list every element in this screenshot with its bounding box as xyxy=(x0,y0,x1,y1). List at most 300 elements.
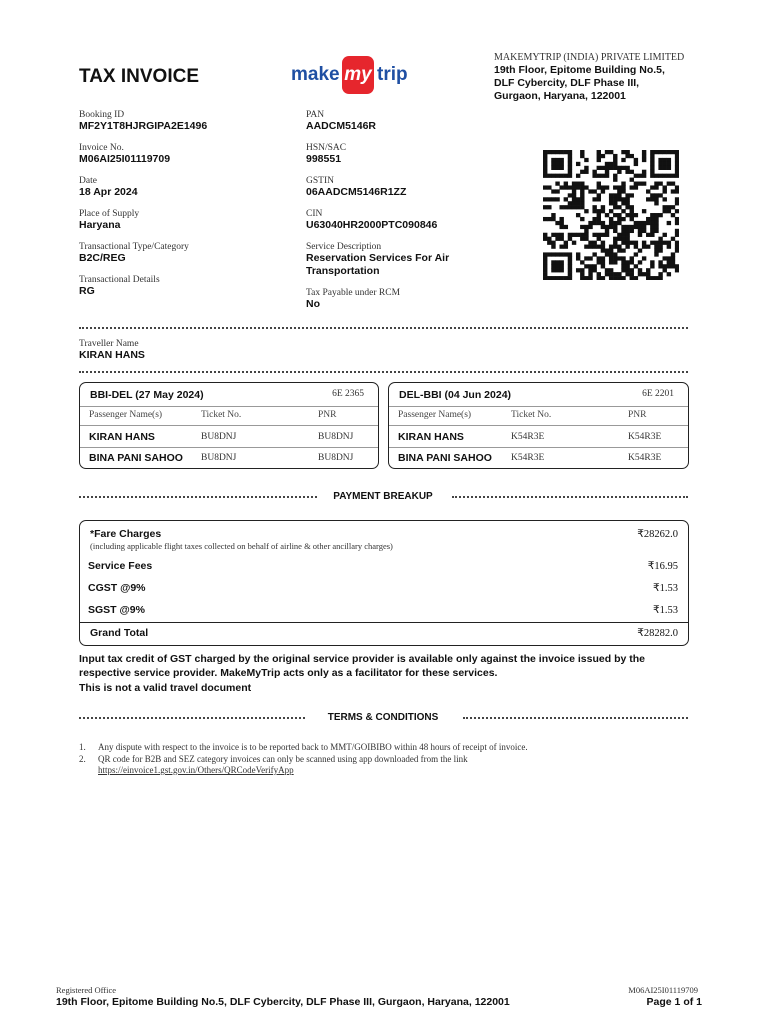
qr-module xyxy=(663,162,667,166)
qr-module xyxy=(551,166,555,170)
qr-module xyxy=(580,237,584,241)
qr-module xyxy=(634,174,638,178)
qr-module xyxy=(572,185,576,189)
list-item: 1. Any dispute with respect to the invoice is to be reported back to MMT/GOIBIBO within 48 hours of receipt of invoice. xyxy=(79,742,528,752)
qr-module xyxy=(576,252,580,256)
qr-module xyxy=(559,233,563,237)
qr-module xyxy=(658,193,662,197)
qr-module xyxy=(592,209,596,213)
qr-module xyxy=(658,248,662,252)
qr-module xyxy=(675,221,679,225)
qr-module xyxy=(654,241,658,245)
qr-module xyxy=(547,197,551,201)
qr-module xyxy=(568,205,572,209)
qr-module xyxy=(625,268,629,272)
qr-module xyxy=(646,197,650,201)
qr-module xyxy=(613,178,617,182)
qr-module xyxy=(580,205,584,209)
qr-module xyxy=(551,189,555,193)
sgst-value: ₹1.53 xyxy=(652,605,678,616)
service-fees-label: Service Fees xyxy=(88,560,153,572)
qr-module xyxy=(634,276,638,280)
qr-module xyxy=(658,162,662,166)
qr-module xyxy=(609,221,613,225)
qr-module xyxy=(592,197,596,201)
qr-module xyxy=(572,182,576,186)
qr-module xyxy=(543,185,547,189)
qr-module xyxy=(621,268,625,272)
qr-module xyxy=(658,260,662,264)
qr-module xyxy=(543,158,547,162)
qr-module xyxy=(663,241,667,245)
qr-module xyxy=(646,272,650,276)
qr-module xyxy=(650,154,654,158)
qr-module xyxy=(601,174,605,178)
qr-module xyxy=(584,185,588,189)
qr-module xyxy=(588,264,592,268)
qr-module xyxy=(654,213,658,217)
qr-module xyxy=(597,193,601,197)
qr-module xyxy=(564,225,568,229)
qr-module xyxy=(638,233,642,237)
qr-module xyxy=(675,209,679,213)
qr-module xyxy=(576,162,580,166)
qr-module xyxy=(638,225,642,229)
qr-module xyxy=(576,174,580,178)
qr-module xyxy=(547,205,551,209)
qr-module xyxy=(543,174,547,178)
qr-module xyxy=(675,166,679,170)
qr-module xyxy=(646,276,650,280)
qr-module xyxy=(564,185,568,189)
qr-module xyxy=(559,166,563,170)
qr-module xyxy=(572,189,576,193)
footer-label: Registered Office xyxy=(56,985,117,995)
qr-module xyxy=(675,189,679,193)
separator xyxy=(79,717,305,719)
qr-module xyxy=(568,256,572,260)
qr-module xyxy=(621,182,625,186)
flight-number: 6E 2365 xyxy=(332,389,364,399)
qr-module xyxy=(621,233,625,237)
qr-module xyxy=(568,174,572,178)
qr-module xyxy=(675,150,679,154)
qr-module xyxy=(592,174,596,178)
qr-module xyxy=(675,154,679,158)
qr-module xyxy=(613,162,617,166)
qr-module xyxy=(547,217,551,221)
qr-module xyxy=(559,264,563,268)
flight-route: DEL-BBI (04 Jun 2024) xyxy=(399,389,512,401)
qr-module xyxy=(584,264,588,268)
qr-module xyxy=(634,245,638,249)
qr-module xyxy=(675,201,679,205)
qr-module xyxy=(555,189,559,193)
qr-module xyxy=(555,268,559,272)
qr-module xyxy=(584,245,588,249)
qr-module xyxy=(667,209,671,213)
qr-module xyxy=(559,252,563,256)
qr-module xyxy=(658,150,662,154)
qr-module xyxy=(543,264,547,268)
qr-module xyxy=(609,217,613,221)
qr-module xyxy=(634,225,638,229)
qr-module xyxy=(621,201,625,205)
qr-module xyxy=(568,252,572,256)
qr-module xyxy=(559,150,563,154)
qr-module xyxy=(671,150,675,154)
qr-module xyxy=(671,174,675,178)
qr-module xyxy=(617,237,621,241)
booking-id: Booking ID MF2Y1T8HJRGIPA2E1496 xyxy=(79,110,208,132)
qr-module xyxy=(625,229,629,233)
terms-list xyxy=(79,742,689,777)
qr-module xyxy=(630,276,634,280)
qr-module xyxy=(543,170,547,174)
qr-module xyxy=(555,158,559,162)
cin: CIN U63040HR2000PTC090846 xyxy=(306,209,438,231)
qr-module xyxy=(650,158,654,162)
qr-module xyxy=(597,158,601,162)
qr-module xyxy=(601,189,605,193)
qr-module xyxy=(658,272,662,276)
qr-module xyxy=(663,209,667,213)
qr-module xyxy=(630,217,634,221)
qr-module xyxy=(568,268,572,272)
qr-module xyxy=(663,197,667,201)
qr-module xyxy=(555,260,559,264)
qr-module xyxy=(588,221,592,225)
qr-module xyxy=(597,174,601,178)
qr-module xyxy=(584,158,588,162)
qr-module xyxy=(650,241,654,245)
fare-charges-note: (including applicable flight taxes collected on behalf of airline & other ancillary charges) xyxy=(90,541,393,551)
qr-module xyxy=(555,197,559,201)
qr-module xyxy=(555,264,559,268)
qr-module xyxy=(559,245,563,249)
qr-module xyxy=(613,229,617,233)
qr-module xyxy=(601,276,605,280)
qr-module xyxy=(621,189,625,193)
qr-module xyxy=(671,205,675,209)
qr-module xyxy=(597,233,601,237)
qr-module xyxy=(634,185,638,189)
qr-module xyxy=(646,245,650,249)
qr-module xyxy=(613,225,617,229)
qr-module xyxy=(597,182,601,186)
qr-module xyxy=(613,221,617,225)
qr-module xyxy=(568,193,572,197)
qr-module xyxy=(543,268,547,272)
separator xyxy=(79,327,688,329)
separator xyxy=(463,717,688,719)
qr-module xyxy=(584,170,588,174)
qr-module xyxy=(551,245,555,249)
qr-module xyxy=(675,241,679,245)
qr-module xyxy=(667,150,671,154)
qr-module xyxy=(642,221,646,225)
qr-module xyxy=(663,189,667,193)
qr-module xyxy=(547,241,551,245)
qr-module xyxy=(605,229,609,233)
tax-payable-rcm: Tax Payable under RCM No xyxy=(306,288,401,310)
qr-module xyxy=(580,268,584,272)
qr-module xyxy=(617,272,621,276)
qr-module xyxy=(609,260,613,264)
qr-module xyxy=(638,229,642,233)
qr-module xyxy=(625,154,629,158)
qr-module xyxy=(609,272,613,276)
qr-module xyxy=(597,217,601,221)
qr-module xyxy=(630,209,634,213)
qr-module xyxy=(654,201,658,205)
qr-module xyxy=(638,174,642,178)
qr-module xyxy=(580,201,584,205)
qr-module xyxy=(592,264,596,268)
sgst-label: SGST @9% xyxy=(88,604,145,616)
qr-module xyxy=(634,221,638,225)
qr-module xyxy=(597,166,601,170)
qr-module xyxy=(617,217,621,221)
qr-module xyxy=(630,205,634,209)
qr-module xyxy=(568,185,572,189)
qr-module xyxy=(588,241,592,245)
qr-module xyxy=(667,182,671,186)
fare-charges-label: *Fare Charges xyxy=(90,528,162,540)
separator xyxy=(79,371,688,373)
qr-module xyxy=(543,256,547,260)
qr-module xyxy=(613,166,617,170)
qr-module xyxy=(654,276,658,280)
qr-module xyxy=(667,245,671,249)
qr-module xyxy=(675,264,679,268)
qr-module xyxy=(658,158,662,162)
qr-module xyxy=(584,233,588,237)
qr-module xyxy=(625,201,629,205)
qr-module xyxy=(597,221,601,225)
terms-heading: TERMS & CONDITIONS xyxy=(327,712,439,723)
qr-module xyxy=(576,233,580,237)
qr-module xyxy=(617,170,621,174)
qr-module xyxy=(568,233,572,237)
pan: PAN AADCM5146R xyxy=(306,110,377,132)
qr-module xyxy=(663,264,667,268)
qr-module xyxy=(564,182,568,186)
qr-module xyxy=(580,170,584,174)
qr-module xyxy=(617,193,621,197)
qr-module xyxy=(609,193,613,197)
qr-module xyxy=(621,241,625,245)
qr-module xyxy=(543,272,547,276)
qr-module xyxy=(613,185,617,189)
gst-note: Input tax credit of GST charged by the original service provider is available only against the invoice issued by the respective service provider. MakeMyTrip acts only as a facilitator for these services. xyxy=(79,653,645,679)
qr-module xyxy=(605,268,609,272)
qr-module xyxy=(617,213,621,217)
qr-module xyxy=(601,205,605,209)
qr-module xyxy=(642,182,646,186)
qr-module xyxy=(658,174,662,178)
qr-module xyxy=(564,252,568,256)
qr-module xyxy=(663,233,667,237)
qr-module xyxy=(650,170,654,174)
qr-module xyxy=(675,170,679,174)
qr-module xyxy=(638,268,642,272)
payment-breakup-heading: PAYMENT BREAKUP xyxy=(333,491,433,502)
qr-module xyxy=(584,229,588,233)
qr-module xyxy=(621,185,625,189)
qr-module xyxy=(576,213,580,217)
hsn-sac: HSN/SAC 998551 xyxy=(306,143,347,165)
qr-module xyxy=(551,158,555,162)
qr-module xyxy=(609,225,613,229)
qr-module xyxy=(621,260,625,264)
qr-module xyxy=(675,233,679,237)
qr-module xyxy=(605,166,609,170)
qr-module xyxy=(621,248,625,252)
qr-module xyxy=(609,245,613,249)
qr-module xyxy=(613,241,617,245)
qr-module xyxy=(625,197,629,201)
qr-module xyxy=(650,260,654,264)
qr-module xyxy=(671,260,675,264)
qr-module xyxy=(654,252,658,256)
qr-module xyxy=(634,252,638,256)
qr-module xyxy=(588,276,592,280)
qr-module xyxy=(572,197,576,201)
qr-module xyxy=(572,201,576,205)
qr-module xyxy=(642,154,646,158)
qr-module xyxy=(671,237,675,241)
qr-module xyxy=(605,248,609,252)
qr-module xyxy=(564,276,568,280)
qr-module xyxy=(605,162,609,166)
qr-module xyxy=(564,174,568,178)
qr-module xyxy=(625,264,629,268)
qr-module xyxy=(609,209,613,213)
cgst-value: ₹1.53 xyxy=(652,583,678,594)
qr-module xyxy=(601,185,605,189)
qr-module xyxy=(555,276,559,280)
qr-module xyxy=(654,193,658,197)
qr-module xyxy=(638,221,642,225)
qr-module xyxy=(601,233,605,237)
qr-module xyxy=(605,174,609,178)
flight-card-outbound: BBI-DEL (27 May 2024) 6E 2365 Passenger Name(s) Ticket No. PNR KIRAN HANS BU8DNJ BU8DNJ BINA PANI SAHOO BU8DNJ BU8DNJ xyxy=(79,382,379,469)
traveller-name: Traveller Name KIRAN HANS xyxy=(79,339,145,361)
qr-module xyxy=(630,154,634,158)
qr-module xyxy=(576,182,580,186)
qr-module xyxy=(584,225,588,229)
qr-module xyxy=(551,268,555,272)
qr-module xyxy=(588,268,592,272)
grand-total-label: Grand Total xyxy=(90,627,149,639)
qr-module xyxy=(572,233,576,237)
qr-module xyxy=(613,158,617,162)
qr-module xyxy=(592,252,596,256)
qr-module xyxy=(559,217,563,221)
qr-module xyxy=(625,272,629,276)
fare-charges-value: ₹28262.0 xyxy=(637,529,678,540)
qr-module xyxy=(621,229,625,233)
page-title: TAX INVOICE xyxy=(79,66,199,87)
qr-module xyxy=(547,276,551,280)
qr-module xyxy=(663,150,667,154)
place-of-supply: Place of Supply Haryana xyxy=(79,209,140,231)
qr-module xyxy=(625,205,629,209)
qr-module xyxy=(630,268,634,272)
qr-module xyxy=(555,174,559,178)
qr-module xyxy=(646,189,650,193)
separator xyxy=(79,496,317,498)
qr-module xyxy=(559,225,563,229)
qr-verify-app-link[interactable]: https://einvoice1.gst.gov.in/Others/QRCodeVerifyApp xyxy=(98,765,294,775)
qr-module xyxy=(597,154,601,158)
qr-module xyxy=(654,150,658,154)
qr-module xyxy=(671,182,675,186)
qr-module xyxy=(634,241,638,245)
qr-module xyxy=(650,229,654,233)
qr-module xyxy=(654,174,658,178)
qr-module xyxy=(650,217,654,221)
qr-module xyxy=(580,276,584,280)
qr-module xyxy=(601,248,605,252)
qr-module xyxy=(671,189,675,193)
qr-module xyxy=(551,264,555,268)
qr-module xyxy=(654,245,658,249)
qr-module xyxy=(630,260,634,264)
qr-module xyxy=(551,260,555,264)
qr-module xyxy=(654,225,658,229)
qr-module xyxy=(547,150,551,154)
qr-module xyxy=(654,185,658,189)
qr-module xyxy=(630,185,634,189)
qr-module xyxy=(547,252,551,256)
transaction-type: Transactional Type/Category B2C/REG xyxy=(79,242,189,264)
qr-module xyxy=(634,158,638,162)
qr-module xyxy=(650,162,654,166)
qr-module xyxy=(584,256,588,260)
qr-module xyxy=(650,166,654,170)
qr-module xyxy=(605,213,609,217)
footer-address: 19th Floor, Epitome Building No.5, DLF Cybercity, DLF Phase III, Gurgaon, Haryana, 122001 xyxy=(56,996,510,1008)
qr-module xyxy=(559,174,563,178)
qr-module xyxy=(543,252,547,256)
qr-module xyxy=(559,162,563,166)
qr-module xyxy=(658,245,662,249)
qr-module xyxy=(576,256,580,260)
qr-module xyxy=(642,245,646,249)
qr-module xyxy=(650,221,654,225)
divider xyxy=(80,425,378,426)
qr-module xyxy=(625,225,629,229)
qr-module xyxy=(572,193,576,197)
qr-module xyxy=(576,185,580,189)
qr-module xyxy=(613,252,617,256)
qr-module xyxy=(564,241,568,245)
qr-module xyxy=(621,158,625,162)
qr-module xyxy=(658,264,662,268)
qr-module xyxy=(584,237,588,241)
qr-module xyxy=(588,256,592,260)
qr-module xyxy=(605,185,609,189)
qr-module xyxy=(613,193,617,197)
qr-module xyxy=(613,237,617,241)
qr-module xyxy=(559,260,563,264)
qr-module xyxy=(613,245,617,249)
qr-module xyxy=(671,213,675,217)
qr-module xyxy=(650,264,654,268)
qr-module xyxy=(588,272,592,276)
